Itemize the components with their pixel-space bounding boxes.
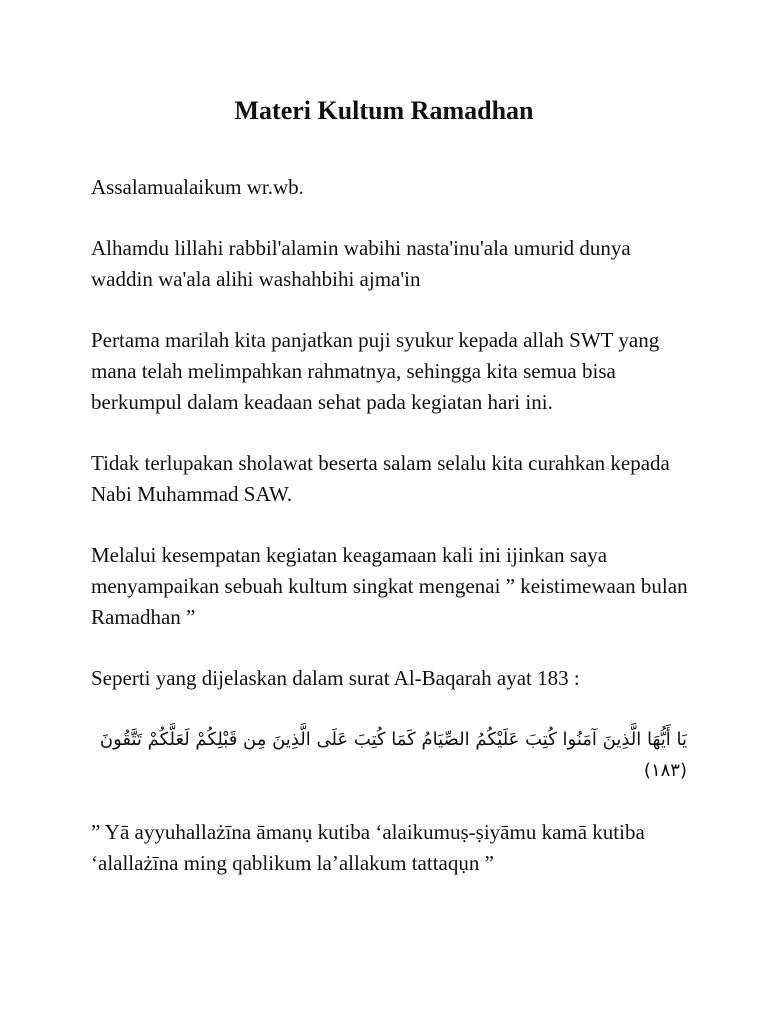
- greeting-paragraph: Assalamualaikum wr.wb.: [91, 175, 304, 199]
- document-title: Materi Kultum Ramadhan: [234, 96, 534, 125]
- transliteration-paragraph: ” Yā ayyuhallażīna āmanụ kutiba ‘alaikumuṣ-ṣiyāmu kamā kutiba ‘alallażīna ming qablikum la’allakum tattaqụn ”: [91, 820, 645, 875]
- opening-praise-paragraph: Alhamdu lillahi rabbil'alamin wabihi nasta'inu'ala umurid dunya waddin wa'ala alihi washahbihi ajma'in: [91, 236, 631, 291]
- introduction-paragraph: Melalui kesempatan kegiatan keagamaan kali ini ijinkan saya menyampaikan sebuah kultum singkat mengenai ” keistimewaan bulan Ramadhan ”: [91, 543, 688, 629]
- sholawat-paragraph: Tidak terlupakan sholawat beserta salam selalu kita curahkan kepada Nabi Muhammad SAW.: [91, 451, 670, 506]
- arabic-verse: يَا أَيُّهَا الَّذِينَ آمَنُوا كُتِبَ عَلَيْكُمُ الصِّيَامُ كَمَا كُتِبَ عَلَى الَّذِينَ مِن قَبْلِكُمْ لَعَلَّكُمْ تَتَّقُونَ (١٨٣): [99, 729, 687, 781]
- surah-reference-paragraph: Seperti yang dijelaskan dalam surat Al-Baqarah ayat 183 :: [91, 666, 580, 690]
- gratitude-paragraph: Pertama marilah kita panjatkan puji syukur kepada allah SWT yang mana telah melimpahkan rahmatnya, sehingga kita semua bisa berkumpul dalam keadaan sehat pada kegiatan hari ini.: [91, 328, 660, 414]
